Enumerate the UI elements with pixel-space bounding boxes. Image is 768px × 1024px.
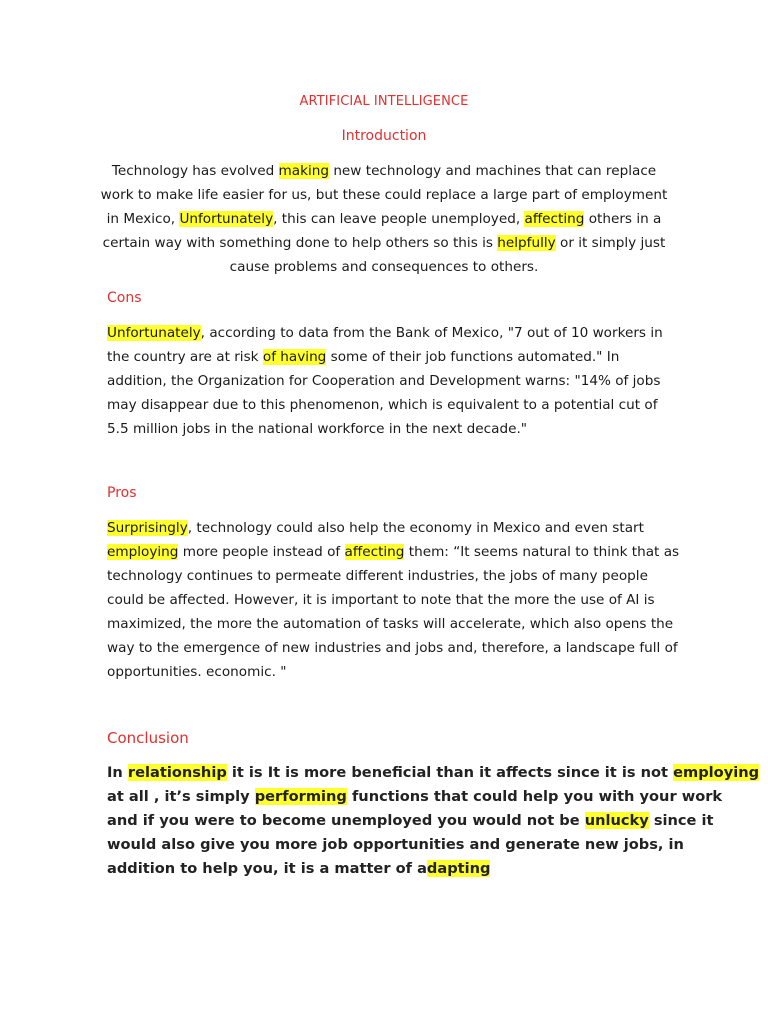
intro-text: Technology has evolved — [111, 163, 279, 179]
intro-text: , this can leave people unemployed, — [273, 211, 525, 227]
conclusion-line-4: would also give you more job opportunities and generate new jobs, in — [107, 836, 684, 853]
introduction-heading: Introduction — [341, 128, 427, 144]
conclusion-heading-rest: onclusion — [117, 729, 189, 747]
conclusion-line-5 — [107, 857, 672, 881]
cons-text: the country are at risk — [107, 349, 263, 365]
cons-line-4: may disappear due to this phenomenon, which is equivalent to a potential cut of — [107, 397, 658, 413]
pros-line-2 — [107, 540, 680, 564]
cons-line-5: 5.5 million jobs in the national workforce in the next decade." — [107, 421, 528, 437]
highlighted-word: employing — [673, 764, 760, 781]
highlighted-word: Unfortunately — [107, 325, 201, 341]
pros-text: them: “It seems natural to think that as — [404, 544, 680, 560]
highlighted-word: affecting — [524, 211, 585, 227]
cons-text: , according to data from the Bank of Mexico, "7 out of 10 workers in — [200, 325, 663, 341]
highlighted-word: relationship — [127, 764, 227, 781]
pros-paragraph — [107, 516, 680, 684]
pros-line-7: opportunities. economic. " — [107, 664, 287, 680]
intro-text: new technology and machines that can replace — [329, 163, 657, 179]
cons-heading: Cons — [107, 290, 142, 306]
pros-line-3: technology continues to permeate different industries, the jobs of many people — [107, 568, 648, 584]
conclusion-heading — [107, 729, 189, 747]
intro-text: in Mexico, — [106, 211, 180, 227]
conclusion-text: In — [107, 764, 128, 781]
pros-text: , technology could also help the economy in Mexico and even start — [187, 520, 644, 536]
highlighted-word: employing — [107, 544, 179, 560]
highlighted-word: affecting — [344, 544, 405, 560]
cons-line-3: addition, the Organization for Cooperation and Development warns: "14% of jobs — [107, 373, 661, 389]
conclusion-heading-initial: C — [107, 729, 118, 747]
conclusion-text: addition to help you, it is a matter of a — [107, 860, 427, 877]
cons-paragraph — [107, 321, 667, 441]
intro-line-4 — [98, 231, 670, 255]
intro-line-2: work to make life easier for us, but these could replace a large part of employment — [100, 187, 668, 203]
cons-line-1 — [107, 321, 667, 345]
intro-line-1 — [98, 159, 670, 183]
conclusion-text: functions that could help you with your work — [346, 788, 723, 805]
highlighted-word: performing — [254, 788, 347, 805]
conclusion-line-3 — [107, 809, 714, 833]
conclusion-text: and if you were to become unemployed you would not be — [107, 812, 585, 829]
cons-line-2 — [107, 345, 667, 369]
highlighted-word: Unfortunately — [179, 211, 274, 227]
intro-line-3 — [98, 207, 670, 231]
conclusion-text: it is It is more beneficial than it affects since it is not — [226, 764, 674, 781]
cons-text: some of their job functions automated." In — [326, 349, 620, 365]
intro-text: others in a — [584, 211, 662, 227]
highlighted-word: unlucky — [584, 812, 649, 829]
conclusion-line-1 — [107, 761, 760, 785]
conclusion-paragraph — [107, 761, 760, 881]
pros-line-6: way to the emergence of new industries and jobs and, therefore, a landscape full of — [107, 640, 678, 656]
pros-line-5: maximized, the more the automation of tasks will accelerate, which also opens the — [107, 616, 674, 632]
intro-text: certain way with something done to help others so this is — [102, 235, 498, 251]
introduction-paragraph — [98, 159, 670, 279]
pros-text: more people instead of — [178, 544, 345, 560]
conclusion-text: since it — [648, 812, 714, 829]
conclusion-text: at all , it’s simply — [107, 788, 255, 805]
highlighted-word: making — [278, 163, 329, 179]
intro-text: or it simply just — [555, 235, 666, 251]
document-title: ARTIFICIAL INTELLIGENCE — [299, 94, 469, 109]
highlighted-word: Surprisingly — [107, 520, 188, 536]
pros-line-1 — [107, 516, 669, 540]
highlighted-word: of having — [262, 349, 327, 365]
highlighted-word: dapting — [426, 860, 491, 877]
pros-heading: Pros — [107, 485, 137, 501]
pros-line-4: could be affected. However, it is important to note that the more the use of AI is — [107, 592, 655, 608]
conclusion-line-2 — [107, 785, 723, 809]
highlighted-word: helpfully — [497, 235, 556, 251]
intro-line-5: cause problems and consequences to others. — [229, 259, 539, 275]
